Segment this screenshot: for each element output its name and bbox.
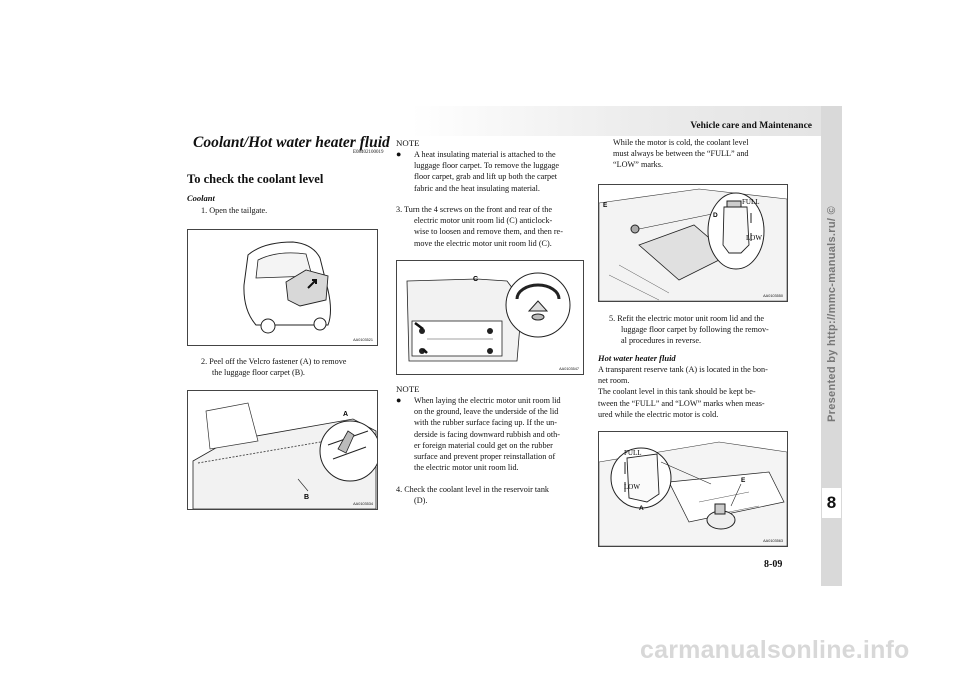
note-2-text: When laying the electric motor unit room lid on the ground, leave the underside of the lid with the rubber surface facing up. If the un- derside is facing downward rubbish and oth- er foreign material could get on the rubber surface and prevent proper reinstallation of the electric motor unit room lid. bbox=[414, 396, 561, 473]
figure-tailgate bbox=[187, 229, 378, 346]
chapter-number: 8 bbox=[822, 488, 841, 518]
note-bullet: ● bbox=[396, 149, 402, 159]
label-a: A bbox=[639, 505, 644, 512]
figure-reservoir-tank bbox=[598, 184, 788, 302]
coolant-subheading: Coolant bbox=[187, 193, 215, 203]
note-label: NOTE bbox=[396, 384, 420, 394]
figure-code: AA0103550 bbox=[763, 294, 783, 298]
note-bullet: ● bbox=[396, 395, 402, 405]
step-4: 4. Check the coolant level in the reservoir tank (D). bbox=[396, 485, 550, 506]
figure-bonnet-reserve-tank bbox=[598, 431, 788, 547]
hot-water-subheading: Hot water heater fluid bbox=[598, 353, 676, 363]
sidebar-watermark: Presented by http://mmc-manuals.ru/ © bbox=[826, 205, 838, 423]
step-3: 3. Turn the 4 screws on the front and rear of the electric motor unit room lid (C) anticlock- wise to loosen and remove them, and then re- move the electric motor unit room lid (C). bbox=[396, 205, 563, 248]
label-e: E bbox=[603, 202, 608, 209]
bonnet-illustration bbox=[599, 432, 787, 546]
label-c: C bbox=[473, 276, 479, 283]
hot-water-text: A transparent reserve tank (A) is located in the bon- net room. The coolant level in this tank should be kept be- tween the “FULL” and “LOW” marks when meas- ured while the electric motor is cold. bbox=[598, 365, 768, 419]
label-e: E bbox=[741, 477, 746, 484]
label-low: LOW bbox=[746, 234, 762, 242]
step-1: 1. Open the tailgate. bbox=[201, 206, 268, 215]
note-label: NOTE bbox=[396, 138, 420, 148]
step-5: 5. Refit the electric motor unit room lid and the luggage floor carpet by following the remov- al procedures in reverse. bbox=[609, 314, 769, 346]
label-full: FULL bbox=[742, 198, 760, 206]
figure-code: AA0103547 bbox=[559, 367, 579, 371]
reservoir-illustration bbox=[599, 185, 787, 301]
title-code: E08402100019 bbox=[353, 150, 384, 155]
footer-watermark: carmanualsonline.info bbox=[640, 636, 910, 664]
intro-text: While the motor is cold, the coolant level must always be between the “FULL” and “LOW” marks. bbox=[613, 138, 749, 170]
label-b: B bbox=[304, 494, 310, 501]
label-low: LOW bbox=[624, 483, 640, 491]
lid-illustration bbox=[397, 261, 583, 374]
page-number: 8-09 bbox=[764, 559, 783, 570]
figure-code: AA0103563 bbox=[763, 539, 783, 543]
figure-code: AA0103521 bbox=[353, 338, 373, 342]
label-full: FULL bbox=[624, 449, 642, 457]
figure-motor-room-lid bbox=[396, 260, 584, 375]
step-2-line-1: 2. Peel off the Velcro fastener (A) to remove bbox=[201, 357, 347, 366]
label-d: D bbox=[713, 212, 718, 219]
figure-velcro-carpet bbox=[187, 390, 378, 510]
figure-code: AA0103534 bbox=[353, 502, 373, 506]
section-title: Vehicle care and Maintenance bbox=[690, 121, 812, 131]
step-2-line-2: the luggage floor carpet (B). bbox=[212, 368, 305, 377]
label-a: A bbox=[343, 411, 349, 418]
section-heading: To check the coolant level bbox=[187, 172, 324, 186]
note-1-text: A heat insulating material is attached to the luggage floor carpet. To remove the luggage floor carpet, grab and lift up both the carpet fabric and the heat insulating material. bbox=[414, 150, 560, 193]
page-title: Coolant/Hot water heater fluid bbox=[193, 134, 390, 151]
carpet-illustration bbox=[188, 391, 377, 509]
car-rear-illustration bbox=[188, 230, 377, 345]
